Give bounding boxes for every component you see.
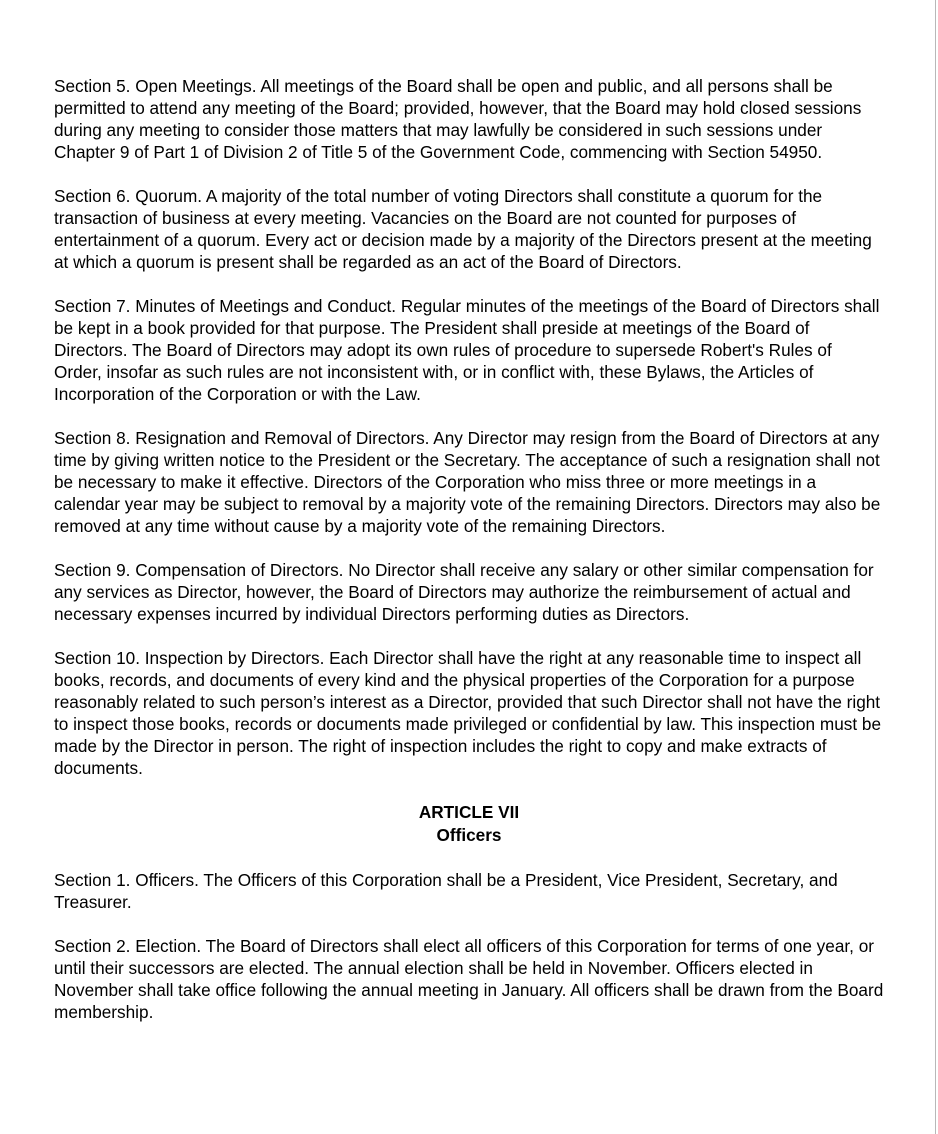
section-8-resignation-and-removal: Section 8. Resignation and Removal of Directors. Any Director may resign from the Board of Directors at any time by giving written notice to the President or the Secretary. The acceptance of such a resignation shall not be necessary to make it effective. Directors of the Corporation who miss three or more meetings in a calendar year may be subject to removal by a majority vote of the remaining Directors. Directors may also be removed at any time without cause by a majority vote of the remaining Directors. [54, 428, 881, 536]
page-edge-divider [935, 0, 936, 1134]
article-7-section-2-election: Section 2. Election. The Board of Directors shall elect all officers of this Corporation for terms of one year, or until their successors are elected. The annual election shall be held in November. Officers elected in November shall take office following the annual meeting in January. All officers shall be drawn from the Board membership. [54, 936, 884, 1022]
section-6-quorum: Section 6. Quorum. A majority of the total number of voting Directors shall constitute a quorum for the transaction of business at every meeting. Vacancies on the Board are not counted for purposes of entertainment of a quorum. Every act or decision made by a majority of the Directors present at the meeting at which a quorum is present shall be regarded as an act of the Board of Directors. [54, 186, 872, 272]
article-title: Officers [436, 825, 502, 845]
section-9-compensation: Section 9. Compensation of Directors. No Director shall receive any salary or other similar compensation for any services as Director, however, the Board of Directors may authorize the reimbursement of actual and necessary expenses incurred by individual Directors performing duties as Directors. [54, 560, 874, 624]
article-number: ARTICLE VII [418, 802, 520, 822]
article-heading [54, 801, 884, 847]
section-5-open-meetings: Section 5. Open Meetings. All meetings of the Board shall be open and public, and all persons shall be permitted to attend any meeting of the Board; provided, however, that the Board may hold closed sessions during any meeting to consider those matters that may lawfully be considered in such sessions under Chapter 9 of Part 1 of Division 2 of Title 5 of the Government Code, commencing with Section 54950. [54, 76, 862, 162]
article-7-section-1-officers: Section 1. Officers. The Officers of this Corporation shall be a President, Vice President, Secretary, and Treasurer. [54, 870, 838, 912]
section-7-minutes-of-meetings: Section 7. Minutes of Meetings and Conduct. Regular minutes of the meetings of the Board of Directors shall be kept in a book provided for that purpose. The President shall preside at meetings of the Board of Directors. The Board of Directors may adopt its own rules of procedure to supersede Robert's Rules of Order, insofar as such rules are not inconsistent with, or in conflict with, these Bylaws, the Articles of Incorporation of the Corporation or with the Law. [54, 296, 880, 404]
section-10-inspection: Section 10. Inspection by Directors. Each Director shall have the right at any reasonable time to inspect all books, records, and documents of every kind and the physical properties of the Corporation for a purpose reasonably related to such person’s interest as a Director, provided that such Director shall not have the right to inspect those books, records or documents made privileged or confidential by law. This inspection must be made by the Director in person. The right of inspection includes the right to copy and make extracts of documents. [54, 648, 882, 778]
document-body [54, 75, 884, 1045]
